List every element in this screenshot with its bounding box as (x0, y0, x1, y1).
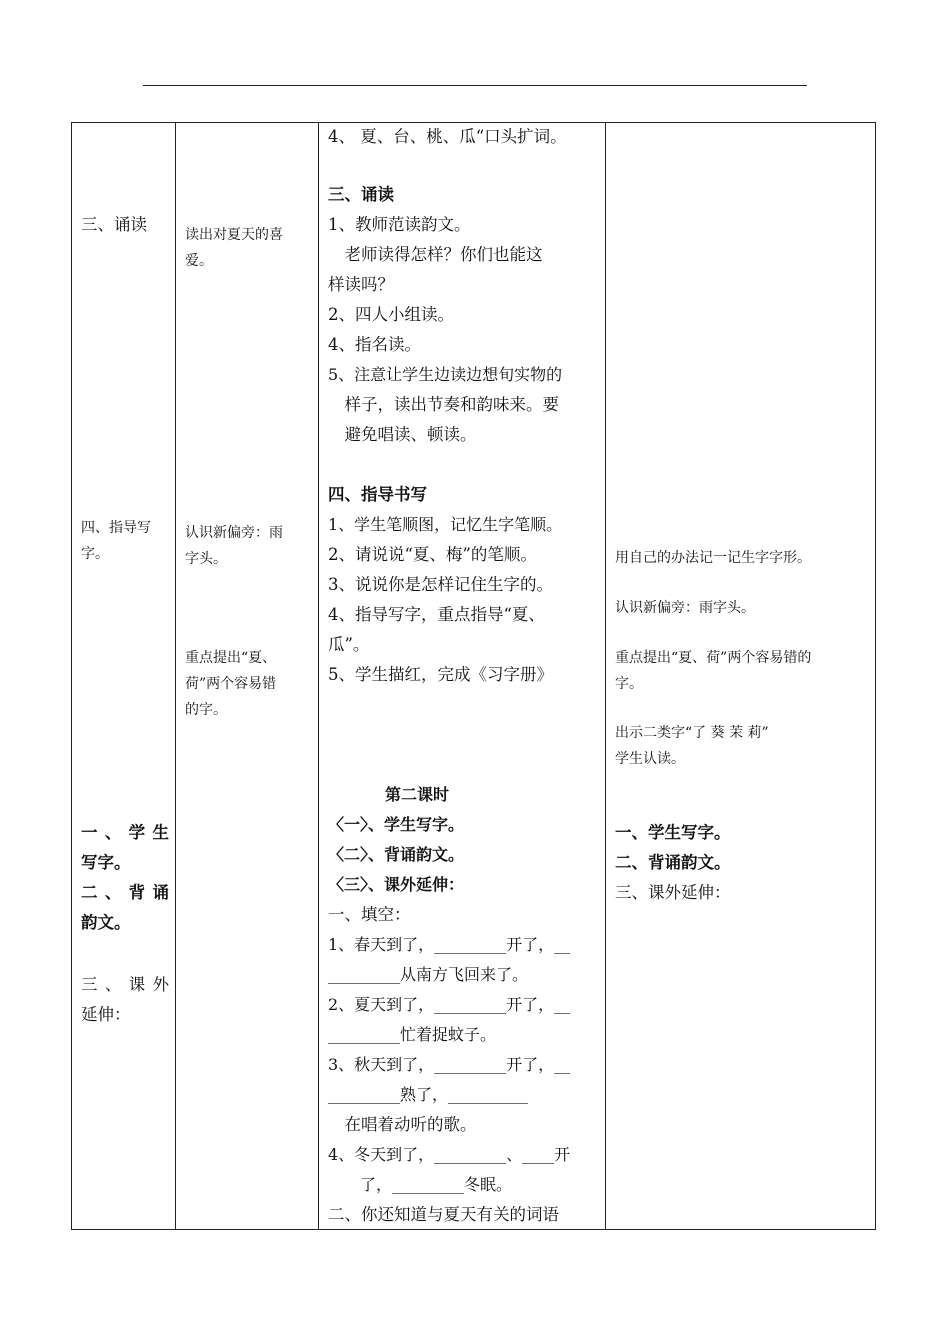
fill-blank-line: 2、夏天到了，_________开了，__ (328, 995, 571, 1014)
process-heading-writing: 四、指导书写 (328, 485, 427, 504)
fill-blank-line: 了，_________冬眠。 (328, 1175, 513, 1194)
process-line: 老师读得怎样？你们也能这 (328, 245, 543, 264)
header-rule (143, 85, 807, 86)
process-line: 4、 夏、台、桃、瓜“口头扩词。 (328, 127, 567, 146)
process-line: 样子，读出节奏和韵味来。要 (328, 395, 559, 414)
column-divider-1 (175, 122, 176, 1230)
fill-blank-line: 1、春天到了，_________开了，__ (328, 935, 571, 954)
goal-radical-2: 字头。 (185, 551, 227, 567)
process-lesson2-item: 〈一〉、学生写字。 (328, 815, 465, 834)
goal-focus-2: 荷”两个容易错 (185, 676, 277, 692)
column-divider-3 (605, 122, 606, 1230)
note-focus-2: 字。 (615, 676, 643, 692)
step-student-write-1: 一、学生 (81, 823, 169, 842)
fill-blank-line: 3、秋天到了，_________开了，__ (328, 1055, 571, 1074)
fill-blank-line: _________熟了，__________ (328, 1085, 529, 1104)
process-line: 1、学生笔顺图，记忆生字笔顺。 (328, 515, 563, 534)
fill-blank-line: 4、冬天到了，_________、____开 (328, 1145, 571, 1164)
column-divider-2 (318, 122, 319, 1230)
step-extension-2: 延伸： (81, 1005, 131, 1024)
step-student-write-2: 写字。 (81, 853, 131, 872)
fill-blank-line: _________忙着捉蚊子。 (328, 1025, 497, 1044)
process-line: 避免唱读、顿读。 (328, 425, 477, 444)
process-line: 一、填空： (328, 905, 411, 924)
process-line: 瓜”。 (328, 635, 370, 654)
process-line: 4、指名读。 (328, 335, 421, 354)
step-guide-write-1: 四、指导写 (81, 520, 151, 536)
goal-focus-1: 重点提出“夏、 (185, 650, 277, 666)
fill-blank-line: 在唱着动听的歌。 (328, 1115, 477, 1134)
step-guide-write-2: 字。 (81, 546, 109, 562)
fill-blank-line: _________从南方飞回来了。 (328, 965, 529, 984)
process-line: 2、请说说“夏、梅”的笔顺。 (328, 545, 537, 564)
process-line: 2、四人小组读。 (328, 305, 454, 324)
note-lesson2-a: 一、学生写字。 (615, 823, 731, 842)
process-line: 样读吗？ (328, 275, 394, 294)
process-line: 3、说说你是怎样记住生字的。 (328, 575, 553, 594)
process-lesson2-item: 〈三〉、课外延伸： (328, 875, 465, 894)
note-lesson2-b: 二、背诵韵文。 (615, 853, 731, 872)
step-recite-verse-2: 韵文。 (81, 913, 131, 932)
process-lesson2-title: 第二课时 (385, 785, 450, 804)
goal-focus-3: 的字。 (185, 702, 227, 718)
note-focus-1: 重点提出“夏、荷”两个容易错的 (615, 650, 812, 666)
goal-recite-2: 爱。 (185, 253, 213, 269)
process-line: 5、学生描红，完成《习字册》 (328, 665, 553, 684)
step-recite: 三、诵读 (81, 215, 147, 234)
note-lesson2-c: 三、课外延伸： (615, 883, 731, 902)
step-extension-1: 三、课外 (81, 975, 169, 994)
process-line: 二、你还知道与夏天有关的词语 (328, 1205, 559, 1224)
note-show-1: 出示二类字“了 葵 茉 莉” (615, 725, 769, 741)
process-line: 1、教师范读韵文。 (328, 215, 471, 234)
note-show-2: 学生认读。 (615, 751, 685, 767)
goal-recite-1: 读出对夏天的喜 (185, 227, 283, 243)
process-heading-recite: 三、诵读 (328, 185, 394, 204)
step-recite-verse-1: 二、背诵 (81, 883, 169, 902)
note-radical: 认识新偏旁：雨字头。 (615, 600, 755, 616)
process-line: 5、注意让学生边读边想旬实物的 (328, 365, 563, 384)
process-line: 4、指导写字，重点指导“夏、 (328, 605, 545, 624)
process-lesson2-item: 〈二〉、背诵韵文。 (328, 845, 465, 864)
note-memorize: 用自己的办法记一记生字字形。 (615, 550, 811, 566)
goal-radical-1: 认识新偏旁：雨 (185, 525, 283, 541)
